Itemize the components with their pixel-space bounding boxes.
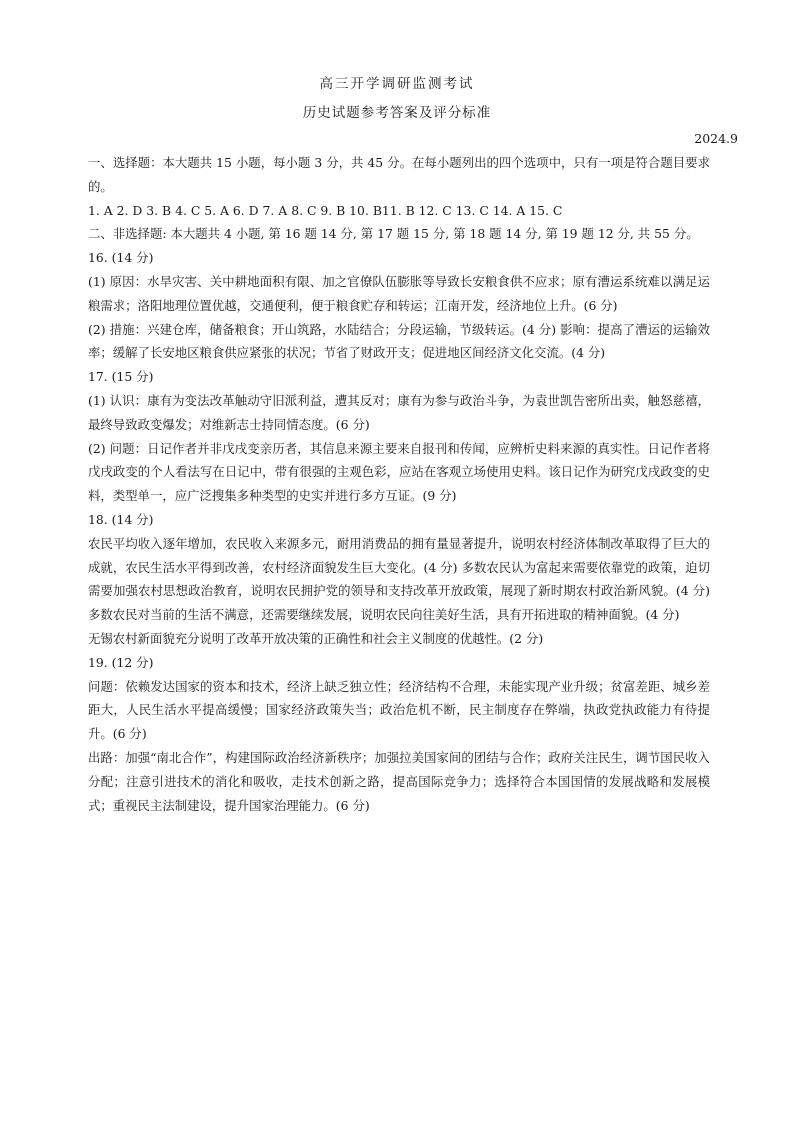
question-16-part-1: (1) 原因：水旱灾害、关中耕地面积有限、加之官僚队伍膨胀等导致长安粮食供不应求；原有漕运系统难以满足运粮需求；洛阳地理位置优越，交通便利，便于粮食贮存和转运；江南开发，经济地位上升。(6 分)	[88, 273, 710, 313]
section-two-heading: 二、非选择题: 本大题共 4 小题, 第 16 题 14 分, 第 17 题 15 分, 第 18 题 14 分, 第 19 题 12 分, 共 55 分。	[88, 226, 699, 242]
question-17-part-1: (1) 认识：康有为变法改革触动守旧派利益，遭其反对；康有为参与政治斗争，为袁世凯告密所出卖，触怒慈禧，最终导致政变爆发；对维新志士持同情态度。(6 分)	[88, 392, 710, 432]
question-18-heading: 18. (14 分)	[88, 511, 154, 527]
question-17-part-2: (2) 问题：日记作者并非戊戌变亲历者，其信息来源主要来自报刊和传闻，应辨析史料来源的真实性。日记作者将戊戌政变的个人看法写在日记中，带有很强的主观色彩，应站在客观立场使用史料。该日记作为研究戊戌政变的史料，类型单一，应广泛搜集多种类型的史实并进行多方互证。(9 分)	[88, 440, 710, 504]
document-title: 高三开学调研监测考试	[319, 76, 475, 92]
question-16-heading: 16. (14 分)	[88, 250, 154, 266]
choice-answers: 1. A 2. D 3. B 4. C 5. A 6. D 7. A 8. C 9. B 10. B11. B 12. C 13. C 14. A 15. C	[88, 202, 563, 218]
question-19-heading: 19. (12 分)	[88, 654, 154, 670]
question-18-answer: 农民平均收入逐年增加，农民收入来源多元，耐用消费品的拥有量显著提升，说明农村经济体制改革取得了巨大的成就，农民生活水平得到改善，农村经济面貌发生巨大变化。(4 分) 多数农民认为富起来需要依靠党的政策，迫切需要加强农村思想政治教育，说明农民拥护党的领导和支持改革开放政策，展现了新时期农村政治新风貌。(4 分) 多数农民对当前的生活不满意，还需要继续发展，说明农民向往美好生活，具有开拓进取的精神面貌。(4 分)	[88, 535, 710, 623]
document-date: 2024.9	[694, 131, 738, 146]
question-17-heading: 17. (15 分)	[88, 369, 154, 385]
question-18-conclusion: 无锡农村新面貌充分说明了改革开放决策的正确性和社会主义制度的优越性。(2 分)	[88, 630, 544, 646]
question-19-problems: 问题：依赖发达国家的资本和技术，经济上缺乏独立性；经济结构不合理，未能实现产业升级；贫富差距、城乡差距大，人民生活水平提高缓慢；国家经济政策失当；政治危机不断，民主制度存在弊端，执政党执政能力有待提升。(6 分)	[88, 678, 710, 742]
answer-body	[88, 151, 710, 817]
question-16-part-2: (2) 措施：兴建仓库，储备粮食；开山筑路，水陆结合；分段运输，节级转运。(4 分) 影响：提高了漕运的运输效率；缓解了长安地区粮食供应紧张的状况；节省了财政开支；促进地区间经济文化交流。(4 分)	[88, 321, 710, 361]
section-one-heading: 一、选择题：本大题共 15 小题，每小题 3 分，共 45 分。在每小题列出的四个选项中，只有一项是符合题目要求的。	[88, 155, 710, 194]
document-subtitle: 历史试题参考答案及评分标准	[302, 105, 492, 121]
question-19-solutions: 出路：加强“南北合作”，构建国际政治经济新秩序；加强拉美国家间的团结与合作；政府关注民生，调节国民收入分配；注意引进技术的消化和吸收，走技术创新之路，提高国际竞争力；选择符合本国国情的发展战略和发展模式；重视民主法制建设，提升国家治理能力。(6 分)	[88, 749, 710, 813]
